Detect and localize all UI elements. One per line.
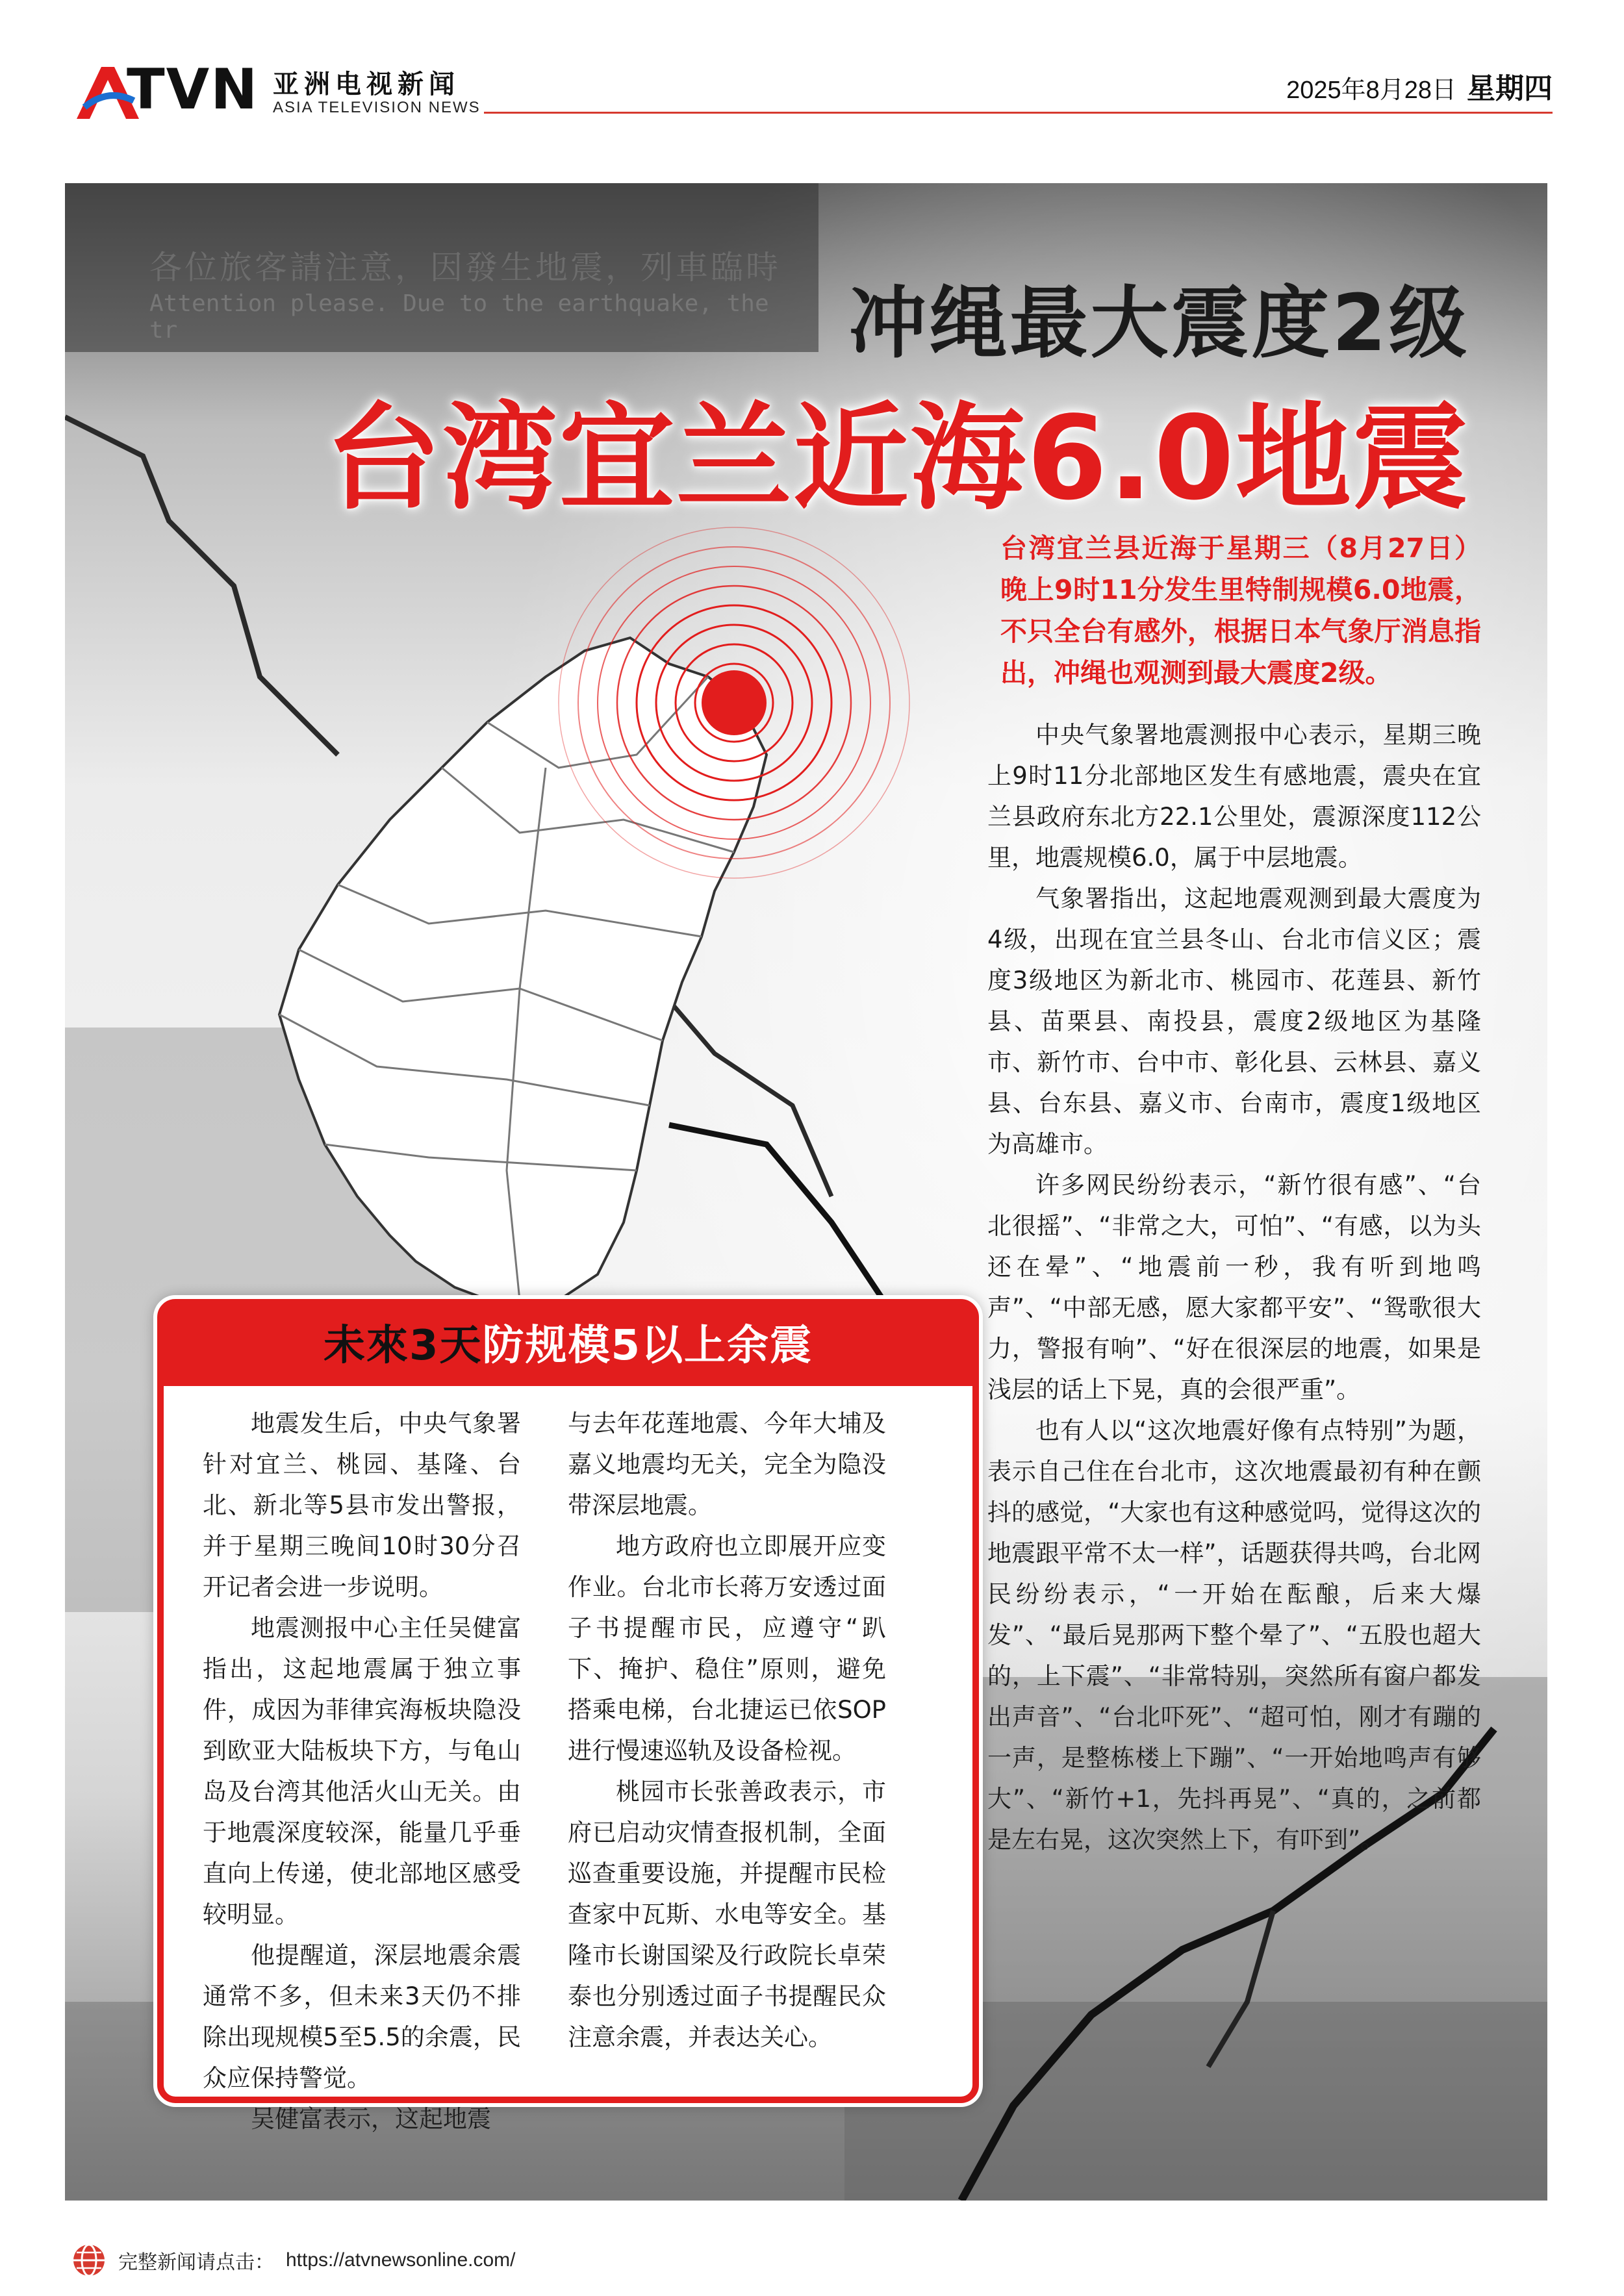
article-paragraph: 也有人以“这次地震好像有点特别”为题，表示自己住在台北市，这次地震最初有种在颤抖的感觉，“大家也有这种感觉吗，觉得这次的地震跟平常不太一样”，话题获得共鸣，台北网民纷纷表示，“一开始在酝酿，后来大爆发”、“最后晃那两下整个晕了”、“五股也超大的，上下震”、“非常特别，突然所有窗户都发出声音”、“台北吓死”、“超可怕，刚才有蹦的一声，是整栋楼上下蹦”、“一开始地鸣声有够大”、“新竹+1，先抖再晃”、“真的，之前都是左右晃，这次突然上下，有吓到”。 [987,1417,1481,1854]
article-paragraph: 许多网民纷纷表示，“新竹很有感”、“台北很摇”、“非常之大，可怕”、“有感，以为头还在晕”、“地震前一秒，我有听到地鸣声”、“中部无感，愿大家都平安”、“鸳歌很大力，警报有响”、“好在很深层的地震，如果是浅层的话上下晃，真的会很严重”。 [987,1171,1481,1404]
headline-line1: 冲绳最大震度2级 [848,279,1469,369]
sidebar-paragraph: 桃园市长张善政表示，市府已启动灾情查报机制，全面巡查重要设施，并提醒市民检查家中瓦斯、水电等安全。基隆市长谢国梁及行政院长卓荣泰也分别透过面子书提醒民众注意余震，并表达关心。 [568,1778,886,2051]
footer-label: 完整新闻请点击： [118,2251,274,2274]
issue-date [1286,65,1553,107]
sidebar-title-white: 防规模5以上余震 [482,1322,813,1370]
sidebar-column-right [568,1403,886,2097]
date-text: 2025年8月28日 [1286,77,1456,104]
news-website-link[interactable]: https://atvnewsonline.com/ [286,2249,516,2271]
epicenter-dot [702,670,767,735]
article-paragraph: 气象署指出，这起地震观测到最大震度为4级，出现在宜兰县冬山、台北市信义区；震度3级地区为新北市、桃园市、花莲县、新竹县、苗栗县、南投县，震度2级地区为基隆市、新竹市、台中市、彰化县、云林县、嘉义县、台东县、嘉义市、台南市，震度1级地区为高雄市。 [987,885,1481,1158]
sidebar-paragraph: 地方政府也立即展开应变作业。台北市长蒋万安透过面子书提醒市民，应遵守“趴下、掩护、稳住”原则，避免搭乘电梯，台北捷运已依SOP进行慢速巡轨及设备检视。 [568,1532,886,1765]
sidebar-paragraph: 地震测报中心主任吴健富指出，这起地震属于独立事件，成因为菲律宾海板块隐没到欧亚大陆板块下方，与龟山岛及台湾其他活火山无关。由于地震深度较深，能量几乎垂直向上传递，使北部地区感受较明显。 [203,1614,521,1928]
sidebar-paragraph: 吴健富表示，这起地震 [251,2105,491,2133]
sidebar-title-black: 未來3天 [323,1322,483,1370]
weekday-text: 星期四 [1467,73,1553,105]
main-panel [65,183,1547,2201]
article-body [987,714,1481,1860]
footer [71,2241,516,2280]
headline-line2: 台湾宜兰近海6.0地震 [325,391,1469,525]
header-rule [484,112,1553,114]
sidebar-paragraph: 与去年花莲地震、今年大埔及嘉义地震均无关，完全为隐没带深层地震。 [568,1409,886,1519]
article-paragraph: 中央气象署地震测报中心表示，星期三晚上9时11分北部地区发生有感地震，震央在宜兰县政府东北方22.1公里处，震源深度112公里，地震规模6.0，属于中层地震。 [987,721,1481,872]
logo-text: TVN [127,57,259,122]
sidebar-paragraph: 地震发生后，中央气象署针对宜兰、桃园、基隆、台北、新北等5县市发出警报，并于星期三晚间10时30分召开记者会进一步说明。 [203,1409,521,1601]
taiwan-island-outline [279,638,767,1307]
lead-paragraph: 台湾宜兰县近海于星期三（8月27日）晚上9时11分发生里特制规模6.0地震，不只全台有感外，根据日本气象厅消息指出，冲绳也观测到最大震度2级。 [1000,533,1481,688]
aftershock-sidebar [157,1299,979,2133]
sign-text-cn: 各位旅客請注意，因發生地震，列車臨時 [149,249,781,286]
sidebar-body [164,1386,972,2133]
brand-name-en: ASIA TELEVISION NEWS [273,99,481,116]
sidebar-title [164,1306,972,1386]
sidebar-paragraph: 他提醒道，深层地震余震通常不多，但未来3天仍不排除出现规模5至5.5的余震，民众应保持警觉。 [203,1941,521,2092]
globe-icon [71,2243,107,2278]
sidebar-column-left [203,1403,521,2133]
sign-text-en: Attention please. Due to the earthquake, the tr [149,290,769,344]
brand-name-cn: 亚洲电视新闻 [273,69,460,99]
